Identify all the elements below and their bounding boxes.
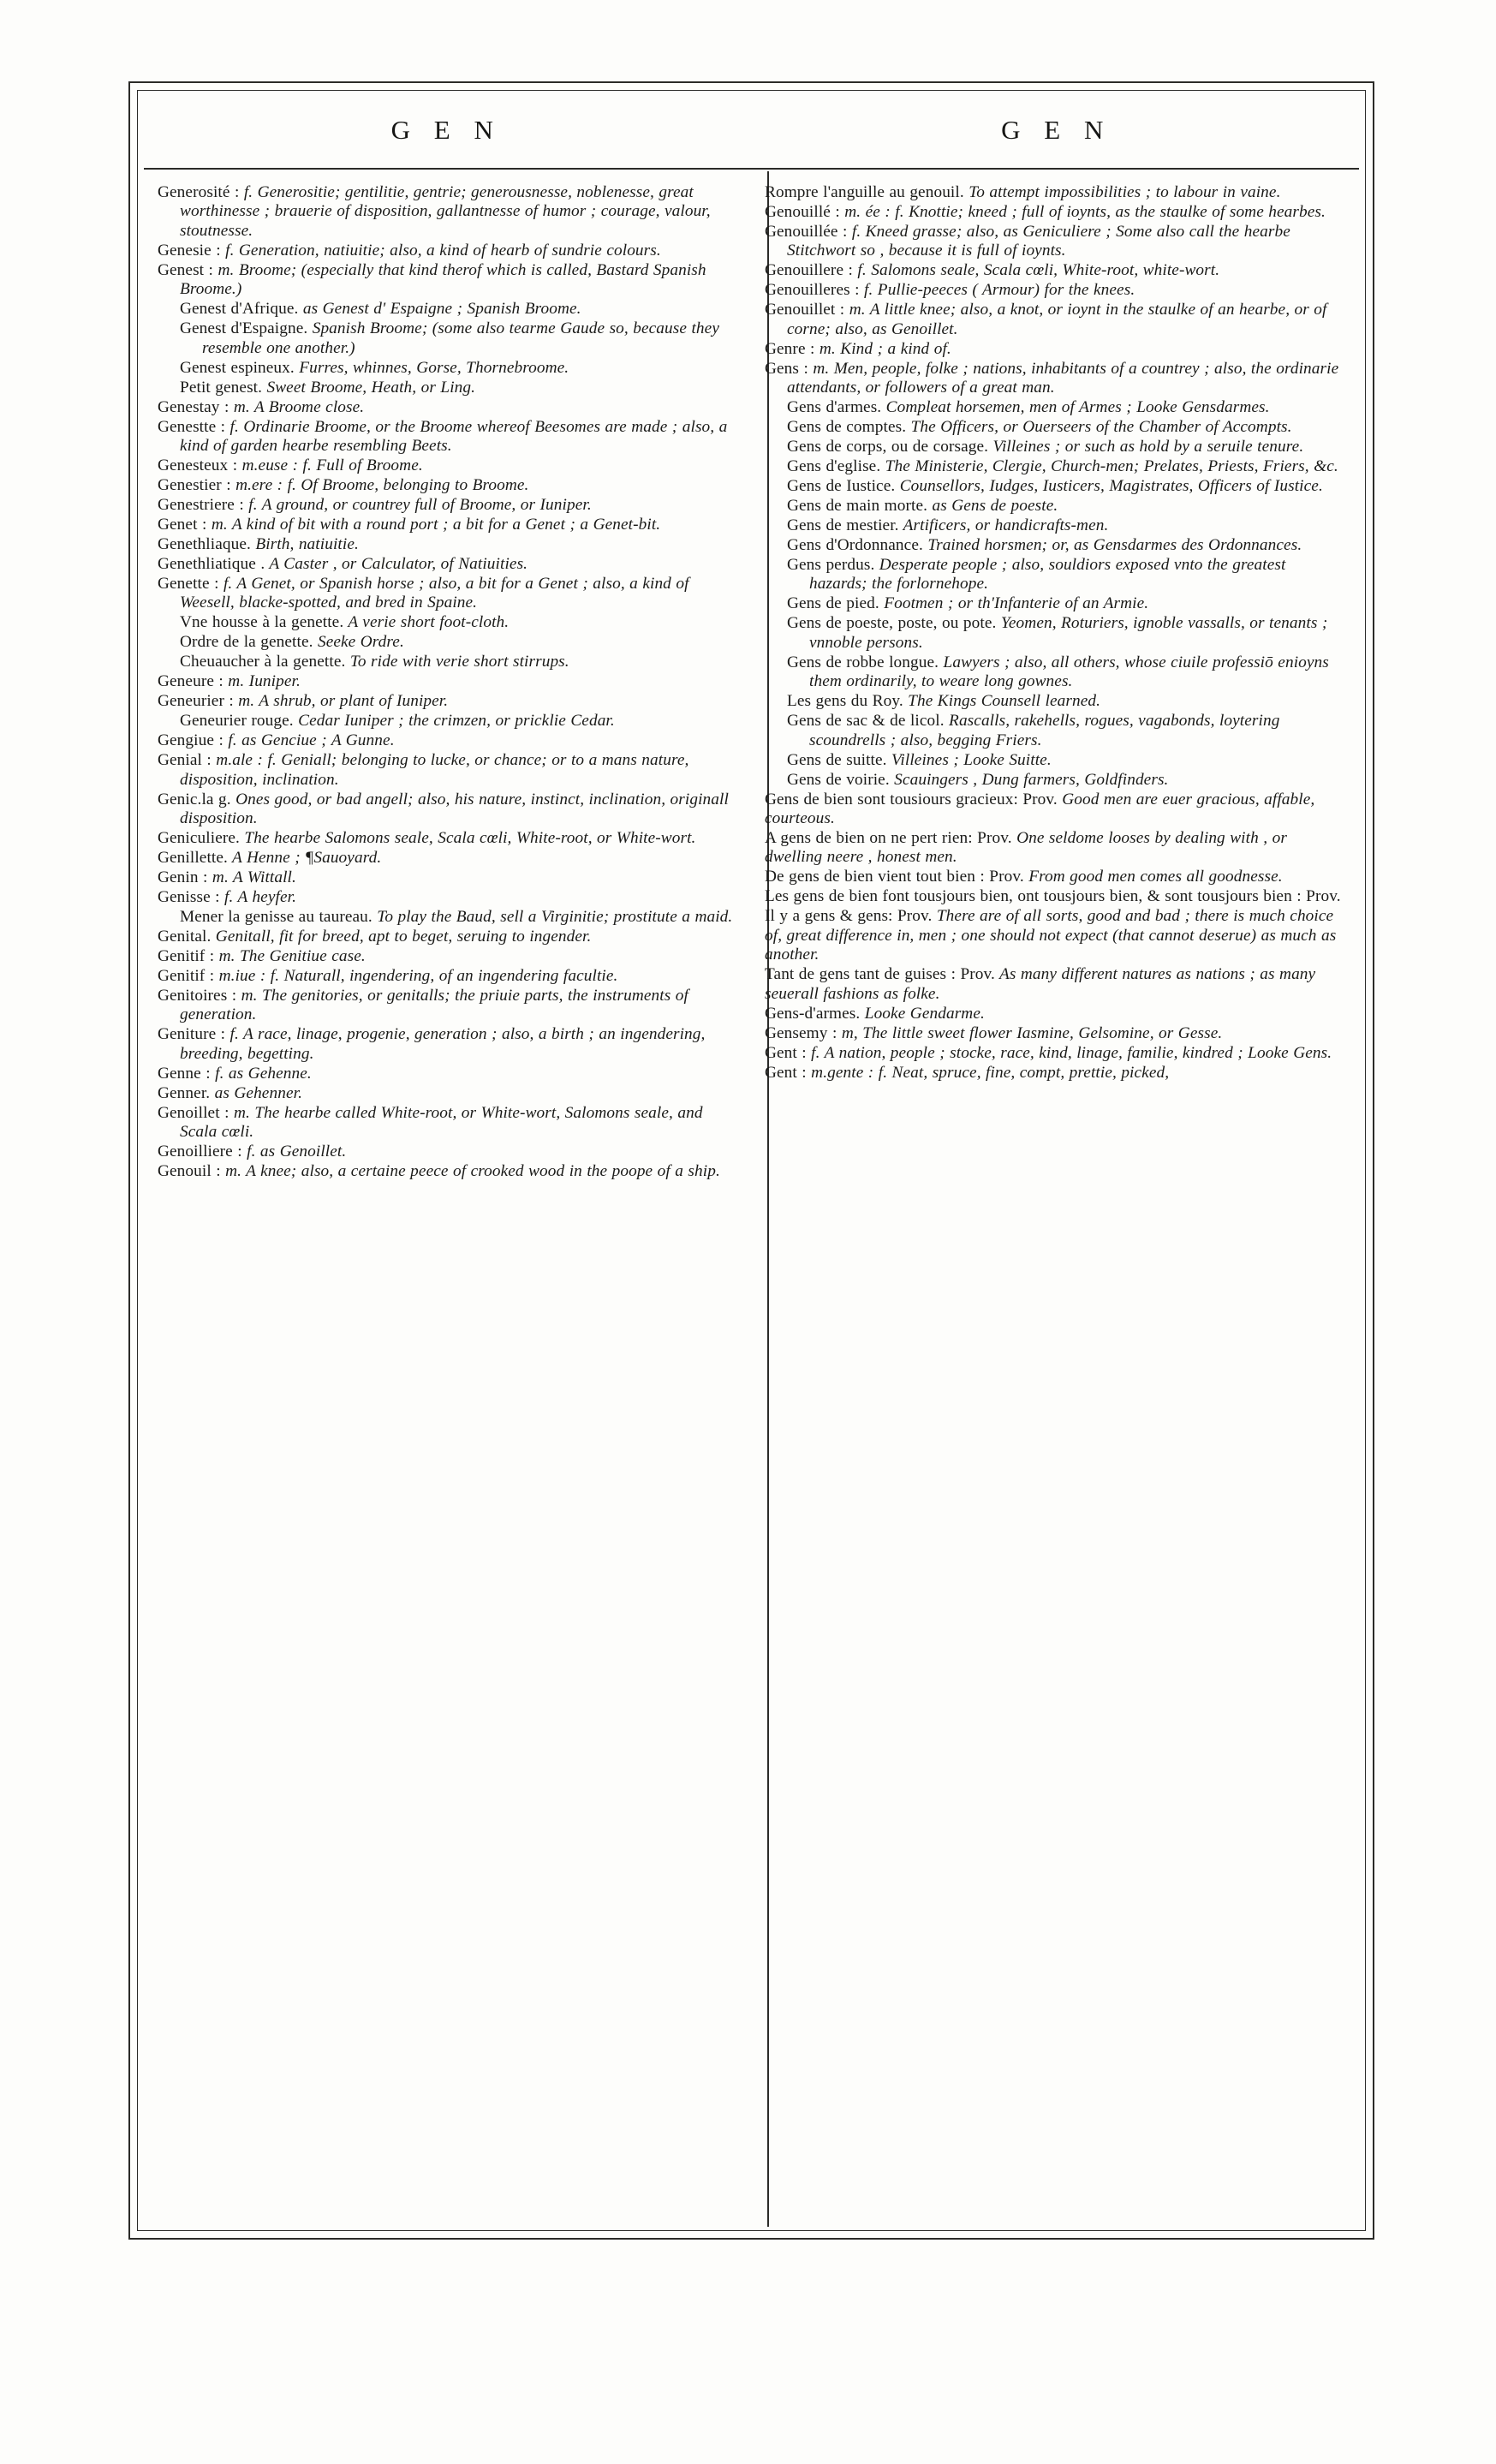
entry-gloss: A Henne ; ¶Sauoyard. [227,848,382,867]
sub-entry [765,497,1346,516]
entry-headword: A gens de bien on ne pert rien: Prov. [765,828,1012,847]
dictionary-entry [158,1143,739,1161]
entry-headword: Genne : [158,1064,211,1083]
dictionary-entry [158,672,739,691]
entry-gloss: Seeke Ordre. [313,633,404,652]
entry-headword: Genner. [158,1083,211,1102]
entry-gloss: Lawyers ; also, all others, whose ciuile professiō enioyns them ordinarily, to weare long gownes. [809,653,1329,691]
header-rule [144,168,1359,170]
entry-headword: Genitif : [158,966,215,985]
entry-gloss: From good men comes all goodnesse. [1023,868,1283,886]
sub-entry [765,536,1346,555]
entry-headword: Genoillet : [158,1103,229,1122]
sub-entry [765,438,1346,456]
entry-gloss: m.euse : f. Full of Broome. [237,456,423,475]
dictionary-entry [158,731,739,750]
entry-headword: Genethliatique . [158,554,265,573]
proverb-entry [765,829,1346,868]
dictionary-entry [158,476,739,495]
sub-entry [158,359,739,378]
entry-headword: Genitoires : [158,986,237,1005]
entry-headword: Gens d'armes. [787,398,882,417]
entry-headword: Genestriere : [158,496,244,514]
sub-entry [158,633,739,652]
entry-gloss: m.iue : f. Naturall, ingendering, of an ingendering facultie. [214,966,618,985]
entry-headword: Generosité : [158,183,240,201]
entry-gloss: Villeines ; or such as hold by a seruile tenure. [988,438,1304,456]
entry-gloss: To ride with verie short stirrups. [345,653,569,671]
entry-gloss: Sweet Broome, Heath, or Ling. [262,378,476,397]
entry-gloss: f. A nation, people ; stocke, race, kind, linage, familie, kindred ; Looke Gens. [806,1043,1332,1062]
entry-gloss: Villeines ; Looke Suitte. [886,750,1052,769]
sub-entry [158,908,739,927]
entry-headword: De gens de bien vient tout bien : Prov. [765,868,1024,886]
entry-gloss: f. Generositie; gentilitie, gentrie; generousnesse, noblenesse, great worthinesse ; brauerie of disposition, gallantnesse of humor ; courage, valour, stoutnesse. [180,183,711,240]
dictionary-entry [158,928,739,946]
sub-entry [765,653,1346,692]
sub-entry [765,457,1346,476]
sub-entry [158,379,739,397]
entry-headword: Gens d'Ordonnance. [787,535,923,554]
entry-gloss: Compleat horsemen, men of Armes ; Looke Gensdarmes. [881,398,1270,417]
entry-headword: Gens-d'armes. [765,1004,861,1023]
entry-gloss: m.ale : f. Geniall; belonging to lucke, or chance; or to a mans nature, disposition, inclination. [180,751,689,789]
dictionary-entry [158,456,739,475]
entry-gloss: As many different natures as nations ; as many seuerall fashions as folke. [765,965,1316,1003]
dictionary-entry [158,1065,739,1083]
sub-entry [158,300,739,319]
entry-headword: Genoilliere : [158,1142,242,1160]
entry-gloss: m. The genitories, or genitalls; the priuie parts, the instruments of generation. [180,986,688,1024]
entry-headword: Genin : [158,868,208,886]
entry-headword: Genesteux : [158,456,238,475]
entry-gloss: m. A kind of bit with a round port ; a bit for a Genet ; a Genet-bit. [206,515,661,534]
entry-headword: Tant de gens tant de guises : Prov. [765,965,995,984]
dictionary-entry [158,261,739,300]
entry-gloss: m.ere : f. Of Broome, belonging to Broome. [230,476,529,495]
proverb-entry [765,965,1346,1004]
sub-entry [158,712,739,731]
entry-gloss: f. A race, linage, progenie, generation ; also, a birth ; an ingendering, breeding, begetting. [180,1025,706,1063]
entry-gloss: f. as Genciue ; A Gunne. [223,731,395,750]
entry-headword: Genesie : [158,241,221,260]
entry-gloss: The Kings Counsell learned. [903,692,1101,711]
entry-gloss: m. A knee; also, a certaine peece of crooked wood in the poope of a ship. [220,1161,720,1180]
entry-gloss: f. Ordinarie Broome, or the Broome whereof Beesomes are made ; also, a kind of garden hearbe resembling Beets. [180,417,728,456]
entry-gloss: A verie short foot-cloth. [343,613,510,632]
entry-gloss: f. Pullie-peeces ( Armour) for the knees. [859,281,1135,300]
entry-gloss: m.gente : f. Neat, spruce, fine, compt, prettie, picked, [806,1063,1170,1082]
entry-gloss: f. Salomons seale, Scala cœli, White-root, white-wort. [853,261,1220,280]
entry-headword: Gens de poeste, poste, ou pote. [787,614,997,633]
entry-headword: Gens de suitte. [787,750,887,769]
dictionary-entry [765,301,1346,339]
dictionary-entry [765,1005,1346,1023]
sub-entry [765,477,1346,496]
dictionary-entry [765,223,1346,261]
dictionary-entry [158,575,739,613]
entry-gloss: One seldome looses by dealing with , or dwelling neere , honest men. [765,828,1287,867]
entry-headword: Gens de pied. [787,594,879,613]
entry-headword: Genitif : [158,946,215,965]
entry-headword: Petit genest. [180,378,263,397]
dictionary-entry [158,398,739,417]
entry-gloss: Furres, whinnes, Gorse, Thornebroome. [294,358,569,377]
sub-entry [765,398,1346,417]
running-headers [141,101,1362,168]
entry-headword: Cheuaucher à la genette. [180,653,346,671]
entry-headword: Genest d'Espaigne. [180,319,308,338]
entry-headword: Genet : [158,515,207,534]
entry-headword: Les gens de bien font tousjours bien, ont tousjours bien, & sont tousjours bien : Prov. [765,887,1341,906]
entry-headword: Geneurier : [158,692,234,711]
entry-gloss: Artificers, or handicrafts-men. [898,516,1109,534]
entry-headword: Ordre de la genette. [180,633,313,652]
dictionary-entry [158,987,739,1025]
entry-gloss: m. The hearbe called White-root, or White-wort, Salomons seale, and Scala cœli. [180,1103,703,1141]
entry-gloss: f. Generation, natiuitie; also, a kind of hearb of sundrie colours. [220,241,661,260]
sub-entry [765,751,1346,770]
entry-gloss: Genitall, fit for breed, apt to beget, seruing to ingender. [211,927,592,946]
entry-gloss: m. A Broome close. [229,397,365,416]
entry-headword: Vne housse à la genette. [180,613,344,632]
entry-headword: Geneurier rouge. [180,712,294,731]
entry-gloss: m. The Genitiue case. [214,946,366,965]
sub-entry [765,556,1346,594]
entry-gloss: The Ministerie, Clergie, Church-men; Prelates, Priests, Friers, &c. [880,457,1338,476]
entry-headword: Genouillée : [765,222,848,241]
entry-headword: Gens de voirie. [787,770,890,789]
entry-gloss: There are of all sorts, good and bad ; there is much choice of, great difference in, men ; one should not expect (that cannot deserue) as much as another. [765,907,1337,964]
entry-gloss: Trained horsmen; or, as Gensdarmes des Ordonnances. [922,535,1302,554]
dictionary-entry [158,829,739,848]
proverb-entry [765,791,1346,829]
entry-gloss: f. A ground, or countrey full of Broome, or Iuniper. [243,496,592,514]
sub-entry [765,418,1346,437]
entry-gloss: Scauingers , Dung farmers, Goldfinders. [889,770,1169,789]
sub-entry [765,712,1346,750]
entry-headword: Gensemy : [765,1023,837,1042]
entry-headword: Gens d'eglise. [787,457,881,476]
entry-gloss: m. Broome; (especially that kind therof which is called, Bastard Spanish Broome.) [180,260,706,299]
entry-headword: Genest espineux. [180,358,295,377]
column-right [751,176,1358,2223]
entry-gloss: m. A Wittall. [207,868,296,886]
entry-headword: Geniculiere. [158,828,240,847]
entry-headword: Gens de Iustice. [787,477,896,496]
entry-gloss: m. Men, people, folke ; nations, inhabitants of a countrey ; also, the ordinarie attendants, or followers of a great man. [787,359,1339,397]
entry-gloss: m, The little sweet flower Iasmine, Gelsomine, or Gesse. [837,1023,1223,1042]
entry-gloss: as Gehenner. [210,1083,302,1102]
entry-gloss: The Officers, or Ouerseers of the Chamber of Accompts. [906,418,1292,437]
entry-headword: Geniture : [158,1025,226,1044]
entry-headword: Gens de corps, ou de corsage. [787,438,989,456]
entry-gloss: Rascalls, rakehells, rogues, vagabonds, loytering scoundrells ; also, begging Friers. [809,712,1280,749]
entry-gloss: Counsellors, Iudges, Iusticers, Magistrates, Officers of Iustice. [895,477,1323,496]
proverb-entry [765,868,1346,886]
entry-gloss: Yeomen, Roturiers, ignoble vassalls, or tenants ; vnnoble persons. [809,614,1328,652]
entry-headword: Gens de bien sont tousiours gracieux: Prov. [765,790,1058,808]
entry-headword: Genial : [158,751,212,770]
dictionary-entry [158,418,739,456]
dictionary-entry [158,751,739,790]
dictionary-entry [765,261,1346,280]
running-header-left: G E N [390,115,502,145]
dictionary-entry [158,1162,739,1181]
entry-gloss: m. Kind ; a kind of. [814,339,951,358]
entry-gloss: The hearbe Salomons seale, Scala cœli, White-root, or White-wort. [239,828,696,847]
entry-gloss: Birth, natiuitie. [250,534,359,553]
dictionary-entry [158,496,739,515]
dictionary-entry [158,1084,739,1103]
sub-entry [765,516,1346,535]
dictionary-entry [158,947,739,966]
dictionary-entry [158,516,739,534]
entry-gloss: f. as Gehenne. [210,1064,312,1083]
entry-headword: Genouilleres : [765,281,860,300]
entry-gloss: f. as Genoillet. [241,1142,347,1160]
sub-entry [765,692,1346,711]
entry-headword: Genest : [158,260,214,279]
text-columns [144,176,1359,2223]
entry-headword: Gens de robbe longue. [787,653,939,671]
dictionary-entry [158,242,739,260]
entry-headword: Genethliaque. [158,534,251,553]
entry-gloss: To attempt impossibilities ; to labour in vaine. [963,183,1281,201]
entry-headword: Gens perdus. [787,555,875,574]
entry-headword: Il y a gens & gens: Prov. [765,907,933,926]
entry-headword: Genouillé : [765,202,840,221]
entry-gloss: To play the Baud, sell a Virginitie; prostitute a maid. [372,907,733,926]
entry-gloss: m. A shrub, or plant of Iuniper. [233,692,449,711]
running-header-right: G E N [1001,115,1112,145]
entry-gloss: Spanish Broome; (some also tearme Gaude so, because they resemble one another.) [202,319,719,357]
entry-headword: Gengiue : [158,731,224,750]
entry-gloss: Footmen ; or th'Infanterie of an Armie. [879,594,1149,613]
entry-gloss: f. Kneed grasse; also, as Geniculiere ; Some also call the hearbe Stitchwort so , because it is full of ioynts. [787,222,1290,260]
entry-headword: Rompre l'anguille au genouil. [765,183,964,201]
entry-headword: Gens de comptes. [787,418,907,437]
sub-entry [158,613,739,632]
entry-headword: Gens : [765,359,808,378]
entry-headword: Genouillet : [765,301,845,319]
entry-gloss: f. A heyfer. [219,887,297,906]
dictionary-entry [158,849,739,868]
dictionary-entry [158,692,739,711]
dictionary-entry [158,888,739,907]
dictionary-entry [158,1104,739,1143]
sub-entry [765,614,1346,653]
dictionary-entry [765,281,1346,300]
entry-gloss: as Genest d' Espaigne ; Spanish Broome. [298,300,581,319]
entry-gloss: Looke Gendarme. [860,1004,985,1023]
entry-headword: Genouillere : [765,261,853,280]
entry-headword: Geneure : [158,672,224,691]
proverb-entry [765,907,1346,964]
dictionary-entry [158,535,739,554]
entry-headword: Genouil : [158,1161,221,1180]
entry-headword: Genestte : [158,417,226,436]
dictionary-entry [158,183,739,241]
entry-gloss: Desperate people ; also, souldiors exposed vnto the greatest hazards; the forlornehope. [809,555,1286,594]
dictionary-entry [765,360,1346,398]
entry-headword: Gens de main morte. [787,497,928,515]
dictionary-entry [158,967,739,986]
sub-entry [158,653,739,671]
entry-gloss: m. Iuniper. [223,672,301,691]
entry-gloss: Ones good, or bad angell; also, his nature, instinct, inclination, originall disposition. [180,790,729,827]
entry-headword: Genre : [765,339,815,358]
dictionary-entry [765,1064,1346,1083]
entry-gloss: as Gens de poeste. [927,497,1058,515]
dictionary-entry [158,1025,739,1064]
dictionary-entry [765,340,1346,359]
entry-gloss: Good men are euer gracious, affable, courteous. [765,790,1315,827]
entry-headword: Gent : [765,1043,807,1062]
entry-headword: Genisse : [158,887,220,906]
entry-headword: Genic.la g. [158,790,231,808]
entry-headword: Genillette. [158,848,228,867]
entry-headword: Gens de sac & de licol. [787,712,945,731]
entry-headword: Genital. [158,927,212,946]
entry-headword: Gens de mestier. [787,516,899,534]
dictionary-entry [158,791,739,829]
sub-entry [765,771,1346,790]
entry-headword: Gent : [765,1063,807,1082]
entry-gloss: m. A little knee; also, a knot, or ioynt in the staulke of an hearbe, or of corne; also, as Genoillet. [787,301,1327,338]
dictionary-entry [158,555,739,574]
sub-entry [765,594,1346,613]
entry-gloss: Cedar Iuniper ; the crimzen, or pricklie Cedar. [293,712,615,731]
proverb-entry [765,887,1346,906]
dictionary-entry [765,1024,1346,1043]
dictionary-entry [158,868,739,887]
column-left [144,176,751,2223]
proverb-entry [765,183,1346,202]
dictionary-entry [765,1044,1346,1063]
entry-gloss: f. A Genet, or Spanish horse ; also, a bit for a Genet ; also, a kind of Weesell, blacke-spotted, and bred in Spaine. [180,574,689,612]
entry-headword: Genette : [158,574,219,593]
entry-gloss: m. ée : f. Knottie; kneed ; full of ioynts, as the staulke of some hearbes. [839,202,1326,221]
entry-headword: Genest d'Afrique. [180,300,299,319]
entry-gloss: A Caster , or Calculator, of Natiuities. [265,554,528,573]
entry-headword: Genestier : [158,476,231,495]
entry-headword: Les gens du Roy. [787,692,903,711]
entry-headword: Mener la genisse au taureau. [180,907,373,926]
sub-entry [158,319,739,358]
dictionary-entry [765,203,1346,222]
entry-headword: Genestay : [158,397,229,416]
